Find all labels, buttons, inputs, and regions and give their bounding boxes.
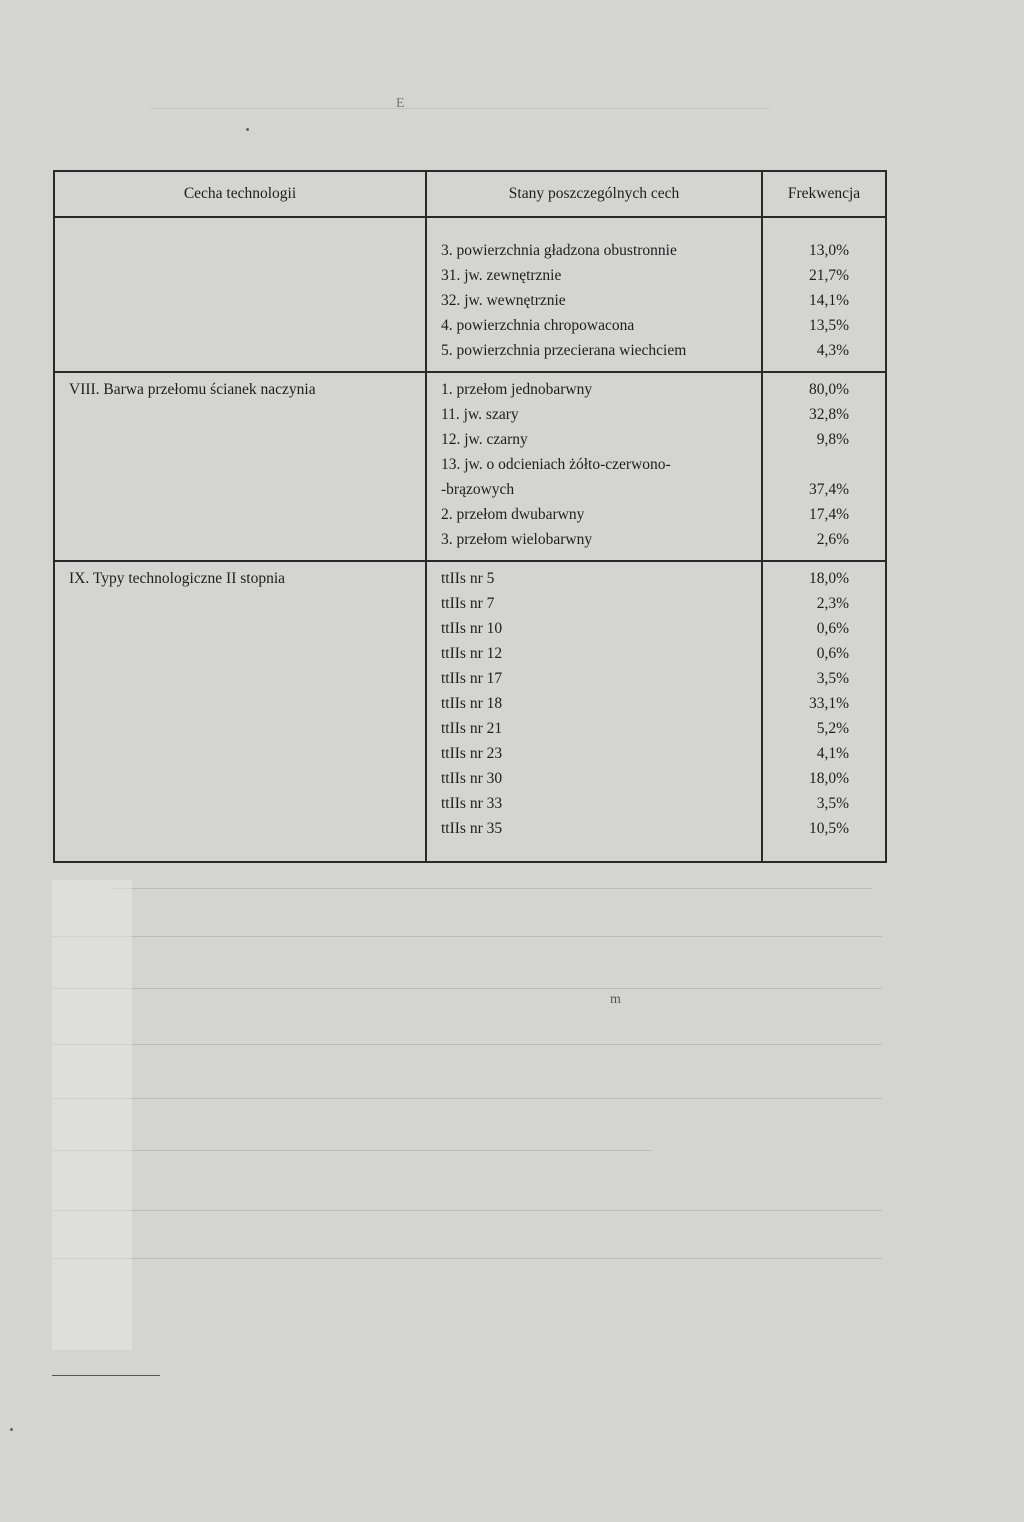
- state-item: 12. jw. czarny: [441, 431, 528, 448]
- frequency-value: 5,2%: [816, 720, 849, 737]
- states-cell: [426, 217, 762, 372]
- feature-label: VIII. Barwa przełomu ścianek naczynia: [69, 381, 316, 398]
- state-item: ttIIs nr 7: [441, 595, 495, 612]
- frequency-cell: [762, 561, 886, 862]
- state-item: 1. przełom jednobarwny: [441, 381, 593, 398]
- faint-text-line: [52, 1150, 652, 1151]
- state-item: ttIIs nr 17: [441, 670, 503, 687]
- frequency-value: 0,6%: [816, 645, 849, 662]
- state-item: 5. powierzchnia przecierana wiechciem: [441, 342, 687, 359]
- state-item: ttIIs nr 18: [441, 695, 503, 712]
- feature-label: IX. Typy technologiczne II stopnia: [69, 570, 286, 587]
- faded-margin-block: [52, 880, 132, 1350]
- states-cell: [426, 561, 762, 862]
- frequency-value: [763, 452, 849, 477]
- state-item: 3. przełom wielobarwny: [441, 531, 593, 548]
- faded-text-area: [52, 880, 882, 1340]
- frequency-value: 0,6%: [816, 620, 849, 637]
- state-item: 4. powierzchnia chropowacona: [441, 317, 635, 334]
- frequency-value: 2,3%: [816, 595, 849, 612]
- column-header-states: Stany poszczególnych cech: [426, 171, 762, 217]
- frequency-value: 37,4%: [808, 481, 849, 498]
- frequency-cell: [762, 217, 886, 372]
- faint-text-line: [52, 936, 882, 937]
- state-item: 3. powierzchnia gładzona obustronnie: [441, 242, 677, 259]
- feature-cell: [54, 561, 426, 862]
- state-item: ttIIs nr 10: [441, 620, 503, 637]
- frequency-value: 2,6%: [816, 531, 849, 548]
- frequency-value: 10,5%: [808, 820, 849, 837]
- state-item: ttIIs nr 5: [441, 570, 495, 587]
- faint-text-line: [52, 1098, 882, 1099]
- frequency-value: 3,5%: [816, 795, 849, 812]
- states-cell: [426, 372, 762, 561]
- frequency-value: 80,0%: [808, 381, 849, 398]
- feature-cell: [54, 372, 426, 561]
- frequency-value: 17,4%: [808, 506, 849, 523]
- frequency-table: [53, 170, 887, 863]
- frequency-value: 18,0%: [808, 770, 849, 787]
- state-item: ttIIs nr 21: [441, 720, 503, 737]
- state-item: ttIIs nr 33: [441, 795, 503, 812]
- state-item: -brązowych: [441, 481, 515, 498]
- frequency-value: 4,3%: [816, 342, 849, 359]
- column-header-frequency: Frekwencja: [762, 171, 886, 217]
- state-item: 2. przełom dwubarwny: [441, 506, 585, 523]
- feature-label: [69, 222, 425, 247]
- frequency-value: 14,1%: [808, 292, 849, 309]
- table-row: [54, 372, 886, 561]
- frequency-value: 13,5%: [808, 317, 849, 334]
- page-running-header: [150, 88, 770, 109]
- table-header-row: [54, 171, 886, 217]
- state-item: ttIIs nr 23: [441, 745, 503, 762]
- state-item: ttIIs nr 35: [441, 820, 503, 837]
- header-mark: E: [396, 96, 405, 111]
- frequency-value: 21,7%: [808, 267, 849, 284]
- stray-text-fragment: m: [610, 992, 621, 1007]
- state-item: ttIIs nr 30: [441, 770, 503, 787]
- frequency-value: 9,8%: [816, 431, 849, 448]
- frequency-value: 13,0%: [808, 242, 849, 259]
- frequency-cell: [762, 372, 886, 561]
- state-item: 11. jw. szary: [441, 406, 519, 423]
- frequency-value: 4,1%: [816, 745, 849, 762]
- state-item: 13. jw. o odcieniach żółto-czerwono-: [441, 456, 671, 473]
- page-speck: [10, 1428, 13, 1431]
- table-row: [54, 561, 886, 862]
- state-item: 32. jw. wewnętrznie: [441, 292, 566, 309]
- page-speck: [246, 128, 249, 131]
- faint-text-line: [52, 1044, 882, 1045]
- faint-text-line: [52, 1258, 882, 1259]
- frequency-value: 33,1%: [808, 695, 849, 712]
- footnote-rule: [52, 1375, 160, 1376]
- column-header-feature: Cecha technologii: [54, 171, 426, 217]
- state-item: 31. jw. zewnętrznie: [441, 267, 562, 284]
- faint-text-line: [52, 988, 882, 989]
- state-item: ttIIs nr 12: [441, 645, 503, 662]
- frequency-value: 3,5%: [816, 670, 849, 687]
- faint-text-line: [112, 888, 872, 889]
- table-row: [54, 217, 886, 372]
- feature-cell: [54, 217, 426, 372]
- frequency-value: 32,8%: [808, 406, 849, 423]
- faint-text-line: [52, 1210, 882, 1211]
- frequency-value: 18,0%: [808, 570, 849, 587]
